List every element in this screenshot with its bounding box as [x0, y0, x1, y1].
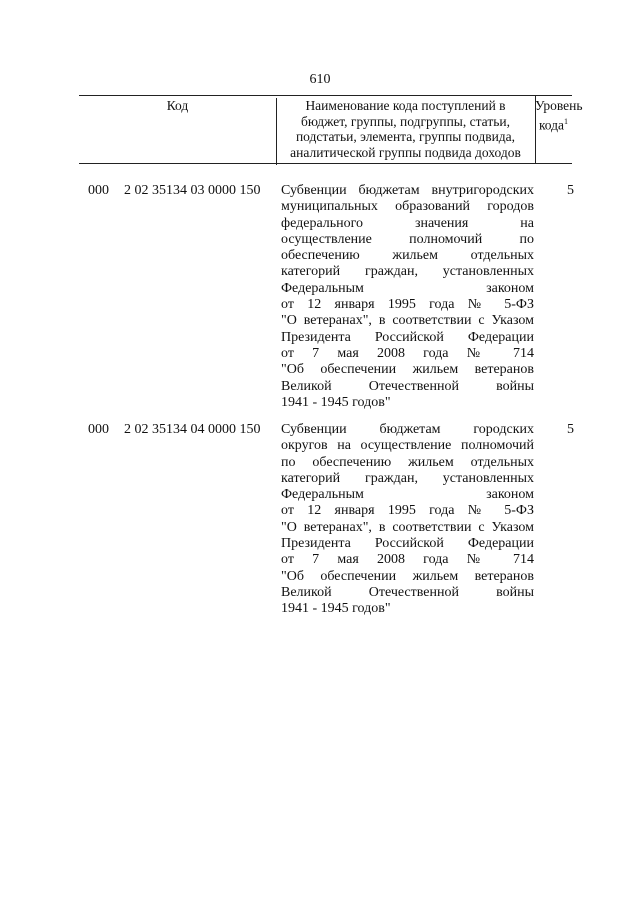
description-line: Великой Отечественной войны: [281, 378, 534, 394]
header-code: Код: [79, 98, 277, 165]
description-line: "О ветеранах", в соответствии с Указом: [281, 313, 534, 329]
admin-code: 000: [88, 183, 109, 198]
description-line: Субвенции бюджетам городских: [281, 422, 534, 437]
income-description: [281, 422, 534, 618]
description-line: муниципальных образований городов: [281, 199, 534, 215]
description-line: "Об обеспечении жильем ветеранов: [281, 362, 534, 378]
income-code: 2 02 35134 03 0000 150: [124, 183, 261, 198]
description-line: Президента Российской Федерации: [281, 536, 534, 552]
description-line: от 7 мая 2008 года № 714: [281, 552, 534, 568]
income-code: 2 02 35134 04 0000 150: [124, 422, 261, 437]
description-line: Великой Отечественной войны: [281, 584, 534, 600]
description-line: 1941 - 1945 годов": [281, 394, 391, 410]
header-name-line: подстатьи, элемента, группы подвида,: [295, 129, 516, 144]
description-line: Президента Российской Федерации: [281, 329, 534, 345]
description-line: Субвенции бюджетам внутригородских: [281, 183, 534, 198]
page-number: 610: [309, 72, 331, 87]
level-value: 5: [567, 183, 574, 198]
description-line: "Об обеспечении жильем ветеранов: [281, 568, 534, 584]
income-description: [281, 183, 534, 411]
footnote-marker: 1: [564, 116, 569, 126]
description-line: категорий граждан, установленных: [281, 264, 534, 280]
description-line: осуществление полномочий по: [281, 231, 534, 247]
header-name-line: аналитической группы подвида доходов: [290, 144, 521, 160]
description-line: от 12 января 1995 года № 5-ФЗ: [281, 297, 534, 313]
header-level: [535, 96, 583, 163]
description-line: Федеральным законом: [281, 487, 534, 503]
description-line: от 12 января 1995 года № 5-ФЗ: [281, 503, 534, 519]
description-line: по обеспечению жильем отдельных: [281, 454, 534, 470]
header-level-line: кода$^1$: [538, 116, 569, 132]
description-line: обеспечению жильем отдельных: [281, 248, 534, 264]
header-name: [276, 96, 536, 163]
table-header: [79, 95, 583, 164]
description-line: федерального значения на: [281, 215, 534, 231]
description-line: округов на осуществление полномочий: [281, 438, 534, 454]
header-name-line: бюджет, группы, подгруппы, статьи,: [301, 113, 510, 129]
description-line: "О ветеранах", в соответствии с Указом: [281, 519, 534, 535]
admin-code: 000: [88, 422, 109, 437]
header-name-line: Наименование кода поступлений в: [305, 98, 506, 113]
header-level-line: Уровень: [535, 98, 583, 113]
description-line: от 7 мая 2008 года № 714: [281, 345, 534, 361]
description-line: категорий граждан, установленных: [281, 470, 534, 486]
description-line: Федеральным законом: [281, 280, 534, 296]
description-line: 1941 - 1945 годов": [281, 601, 391, 617]
level-value: 5: [567, 422, 574, 437]
